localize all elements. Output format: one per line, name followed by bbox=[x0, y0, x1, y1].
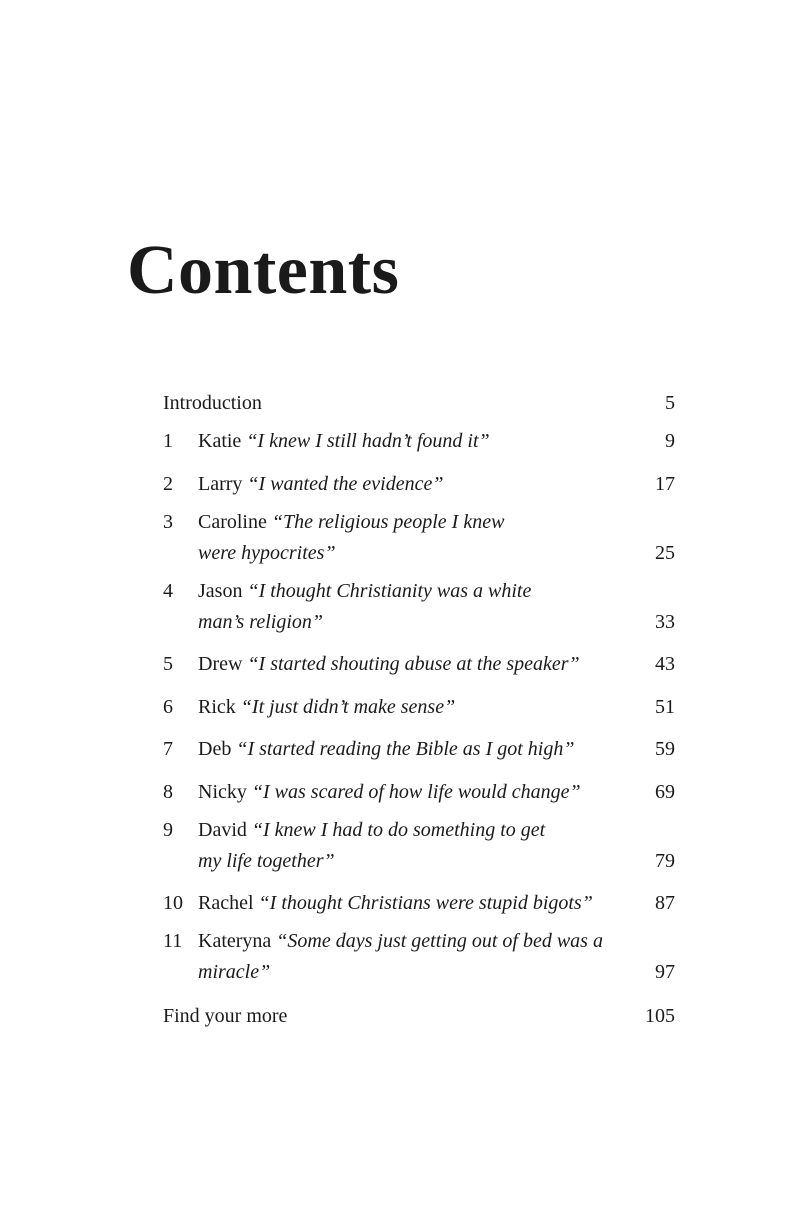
toc-page-number: 9 bbox=[665, 430, 675, 452]
chapter-name: Nicky bbox=[198, 781, 247, 803]
chapter-quote: “I wanted the evidence” bbox=[247, 473, 444, 495]
chapter-name: David bbox=[198, 819, 247, 841]
toc-entry-chapter-11 bbox=[163, 927, 675, 983]
toc-page-number: 43 bbox=[655, 653, 675, 675]
chapter-number: 9 bbox=[163, 819, 173, 841]
chapter-number: 1 bbox=[163, 430, 173, 452]
toc-entry-chapter-3 bbox=[163, 508, 675, 564]
toc-entry-find-your-more bbox=[163, 1002, 675, 1030]
toc-entry-chapter-1 bbox=[163, 427, 675, 455]
chapter-quote: “I started reading the Bible as I got high” bbox=[236, 738, 575, 760]
chapter-number: 4 bbox=[163, 580, 173, 602]
toc-entry-chapter-6 bbox=[163, 693, 675, 721]
toc-page-number: 51 bbox=[655, 696, 675, 718]
toc-page-number: 59 bbox=[655, 738, 675, 760]
chapter-number: 10 bbox=[163, 892, 183, 914]
toc-page-number: 105 bbox=[645, 1005, 675, 1027]
chapter-name: Jason bbox=[198, 580, 243, 602]
toc-entry-chapter-8 bbox=[163, 778, 675, 806]
chapter-quote-continued: miracle” bbox=[198, 961, 271, 983]
toc-entry-title: Introduction bbox=[163, 392, 262, 414]
chapter-quote: “I started shouting abuse at the speaker” bbox=[247, 653, 580, 675]
chapter-number: 8 bbox=[163, 781, 173, 803]
toc-page-number: 87 bbox=[655, 892, 675, 914]
toc-entry-chapter-9 bbox=[163, 816, 675, 872]
toc-entry-introduction bbox=[163, 389, 675, 417]
chapter-quote: “Some days just getting out of bed was a bbox=[276, 930, 603, 952]
toc-page-number: 33 bbox=[655, 611, 675, 633]
chapter-number: 11 bbox=[163, 930, 183, 952]
chapter-name: Drew bbox=[198, 653, 243, 675]
chapter-name: Caroline bbox=[198, 511, 267, 533]
chapter-quote: “I knew I still hadn’t found it” bbox=[246, 430, 490, 452]
toc-entry-chapter-5 bbox=[163, 650, 675, 678]
chapter-quote: “I knew I had to do something to get bbox=[251, 819, 546, 841]
toc-page-number: 79 bbox=[655, 850, 675, 872]
chapter-quote: “It just didn’t make sense” bbox=[240, 696, 456, 718]
chapter-quote: “The religious people I knew bbox=[271, 511, 505, 533]
chapter-quote-continued: were hypocrites” bbox=[198, 542, 336, 564]
chapter-name: Deb bbox=[198, 738, 232, 760]
chapter-quote-continued: my life together” bbox=[198, 850, 335, 872]
chapter-number: 7 bbox=[163, 738, 173, 760]
toc-page-number: 25 bbox=[655, 542, 675, 564]
chapter-name: Larry bbox=[198, 473, 243, 495]
toc-page-number: 17 bbox=[655, 473, 675, 495]
toc-page-number: 69 bbox=[655, 781, 675, 803]
chapter-name: Katie bbox=[198, 430, 242, 452]
chapter-number: 3 bbox=[163, 511, 173, 533]
chapter-quote: “I was scared of how life would change” bbox=[251, 781, 581, 803]
toc-entry-chapter-10 bbox=[163, 889, 675, 917]
page-title: Contents bbox=[127, 232, 400, 309]
chapter-quote-continued: man’s religion” bbox=[198, 611, 324, 633]
chapter-name: Rachel bbox=[198, 892, 254, 914]
chapter-number: 5 bbox=[163, 653, 173, 675]
chapter-name: Kateryna bbox=[198, 930, 272, 952]
toc-entry-chapter-4 bbox=[163, 577, 675, 633]
toc-page-number: 5 bbox=[665, 392, 675, 414]
chapter-quote: “I thought Christians were stupid bigots” bbox=[258, 892, 593, 914]
toc-entry-chapter-7 bbox=[163, 735, 675, 763]
toc-entry-chapter-2 bbox=[163, 470, 675, 498]
chapter-number: 6 bbox=[163, 696, 173, 718]
toc-entry-title: Find your more bbox=[163, 1005, 288, 1027]
toc-page-number: 97 bbox=[655, 961, 675, 983]
chapter-number: 2 bbox=[163, 473, 173, 495]
chapter-quote: “I thought Christianity was a white bbox=[247, 580, 532, 602]
chapter-name: Rick bbox=[198, 696, 236, 718]
